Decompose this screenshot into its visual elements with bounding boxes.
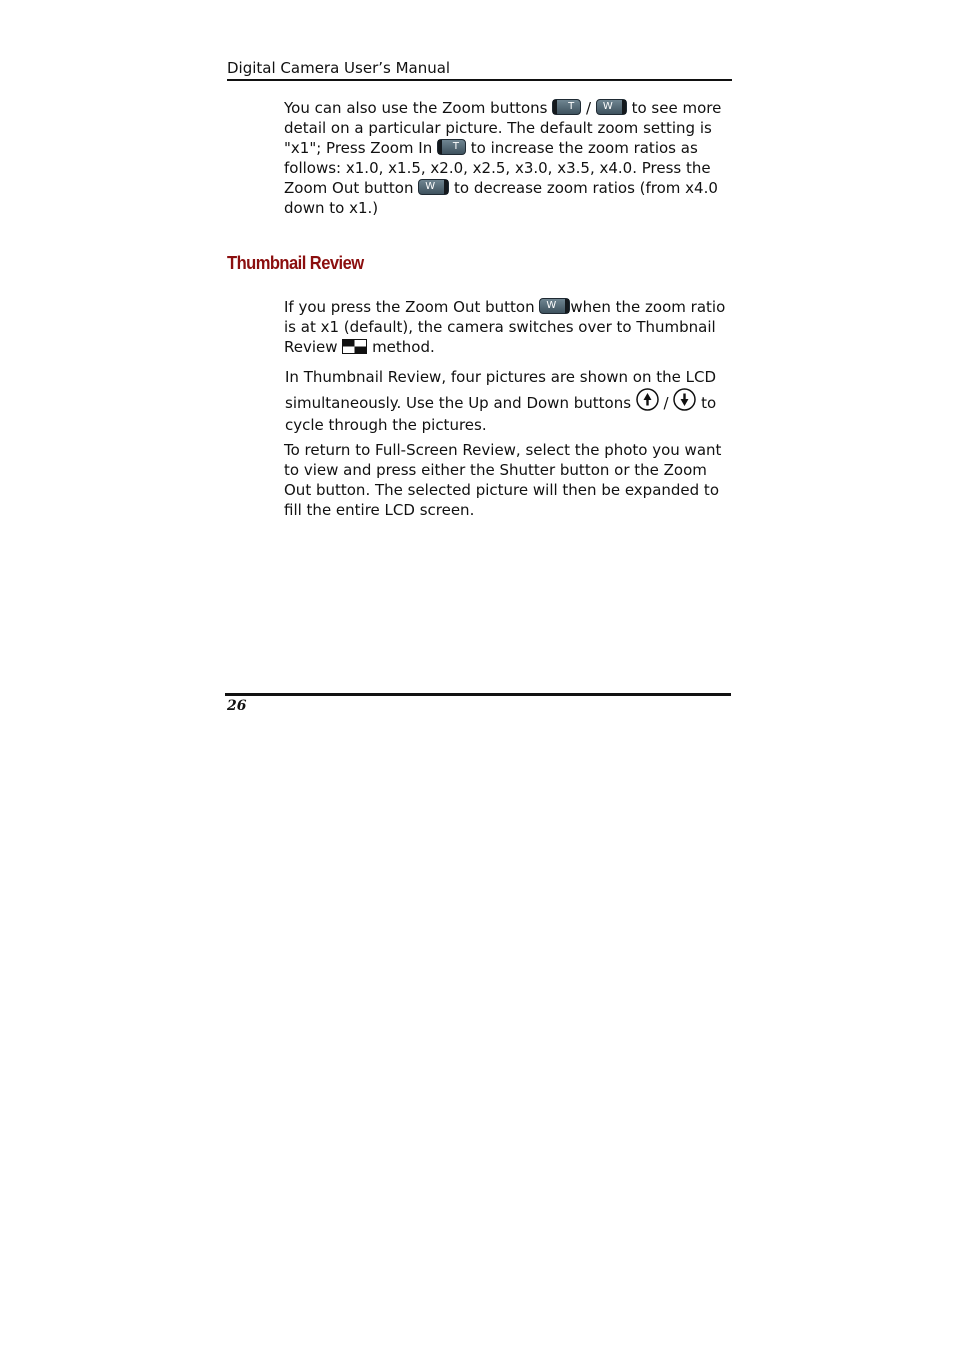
thumbnail-review-icon: [342, 339, 367, 354]
up-arrow-icon: [636, 388, 659, 411]
section-title: Thumbnail Review: [227, 253, 364, 273]
thumbnail-paragraph-1: If you press the Zoom Out button W when the zoom ratio is at x1 (default), the camera switches over to Thumbnail Review method.: [284, 298, 726, 356]
zoom-out-w-icon: W: [596, 99, 627, 115]
manual-title: Digital Camera User’s Manual: [227, 59, 451, 77]
zoom-paragraph: You can also use the Zoom buttons T / W to see more detail on a particular picture. The default zoom setting is "x1"; Press Zoom In T to increase the zoom ratios as follows: x1.0, x1.5, x2.0, x2.5, x3.0, x3.5, x4.0. Press the Zoom Out button W to decrease zoom ratios (from x4.0 down to x1.): [284, 99, 722, 217]
zoom-instructions: [284, 98, 734, 218]
zoom-in-t-icon: T: [552, 99, 581, 115]
running-header: [227, 58, 732, 81]
down-arrow-icon: [673, 388, 696, 411]
thumbnail-paragraph-2: In Thumbnail Review, four pictures are shown on the LCD simultaneously. Use the Up and Down buttons / to cycle through the pictures.: [285, 368, 717, 434]
footer-rule: [225, 693, 731, 696]
thumbnail-paragraph-3: To return to Full-Screen Review, select the photo you want to view and press either the Shutter button or the Zoom Out button. The selected picture will then be expanded to fill the entire LCD screen.: [284, 441, 722, 519]
zoom-out-w-icon: W: [539, 298, 570, 314]
zoom-out-w-icon: W: [418, 179, 449, 195]
zoom-in-t-icon: T: [437, 139, 466, 155]
page-number: 26: [227, 698, 247, 714]
